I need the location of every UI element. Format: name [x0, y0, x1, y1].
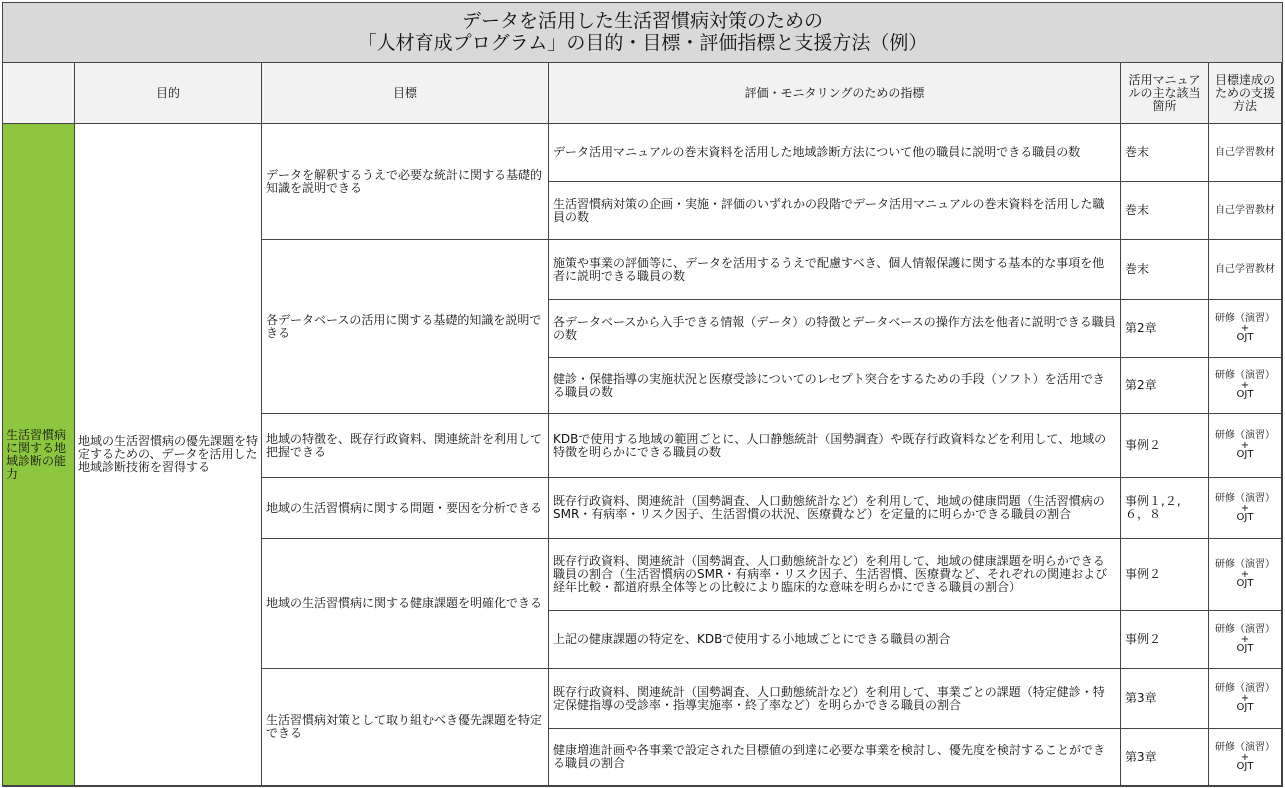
goal-text: 各データベースの活用に関する基礎的知識を説明できる — [266, 312, 542, 340]
indicator-cell — [549, 182, 1121, 240]
support-plus: + — [1240, 569, 1250, 580]
purpose-cell — [75, 124, 262, 786]
indicator-cell — [549, 300, 1121, 358]
indicator-cell — [549, 729, 1121, 786]
manual-text: 巻末 — [1125, 145, 1150, 159]
header-support: 目標達成のための支援方法 — [1209, 63, 1282, 124]
goal-text: 地域の生活習慣病に関する健康課題を明確化できる — [266, 596, 543, 610]
support-cell — [1209, 414, 1282, 478]
support-training: 研修（演習） — [1215, 313, 1275, 324]
purpose-text: 地域の生活習慣病の優先課題を特定するための、データを活用した地域診断技術を習得する — [78, 434, 259, 474]
manual-text: 第3章 — [1125, 691, 1157, 705]
manual-cell — [1121, 300, 1209, 358]
indicator-text: 施策や事業の評価等に、データを活用するうえで配慮すべき、個人情報保護に関する基本的な事項を他者に説明できる職員の数 — [553, 255, 1105, 283]
goal-cell — [262, 669, 549, 786]
support-training: 研修（演習） — [1215, 492, 1275, 504]
manual-text: 第2章 — [1125, 321, 1157, 335]
indicator-text: 健康増進計画や各事業で設定された目標値の到達に必要な事業を検討し、優先度を検討することができる職員の割合 — [553, 743, 1106, 770]
goal-text: 生活習慣病対策として取り組むべき優先課題を特定できる — [266, 713, 543, 740]
support-cell — [1209, 539, 1282, 611]
support-training: 研修（演習） — [1215, 559, 1275, 570]
goal-cell — [262, 124, 549, 240]
indicator-text: 上記の健康課題の特定を、KDBで使用する小地域ごとにできる職員の割合 — [553, 632, 951, 646]
indicator-cell — [549, 611, 1121, 669]
indicator-text: 既存行政資料、関連統計（国勢調査、人口動態統計など）を利用して、事業ごとの課題（特定健診・特定保健指導の受診率・指導実施率・終了率など）を明らかできる職員の割合 — [553, 684, 1105, 712]
support-plus: + — [1240, 751, 1250, 763]
support-training: 研修（演習） — [1215, 430, 1275, 441]
indicator-cell — [549, 414, 1121, 478]
table-title — [3, 3, 1282, 63]
manual-text: 巻末 — [1125, 262, 1150, 276]
indicator-text: KDBで使用する地域の範囲ごとに、人口静態統計（国勢調査）や既存行政資料などを利用して、地域の特徴を明らかにできる職員の数 — [553, 431, 1107, 459]
support-cell — [1209, 611, 1282, 669]
support-plus: + — [1240, 634, 1250, 645]
manual-text: 第3章 — [1125, 749, 1157, 764]
manual-text: 第2章 — [1125, 378, 1157, 392]
manual-cell — [1121, 240, 1209, 300]
support-cell — [1209, 478, 1282, 539]
header-goal: 目標 — [262, 63, 549, 124]
manual-cell — [1121, 124, 1209, 182]
support-ojt: OJT — [1236, 511, 1254, 523]
support-cell — [1209, 124, 1282, 182]
title-line-2: 「人材育成プログラム」の目的・目標・評価指標と支援方法（例） — [357, 32, 928, 54]
support-cell — [1209, 240, 1282, 300]
manual-cell — [1121, 414, 1209, 478]
support-plus: + — [1240, 380, 1250, 391]
header-purpose: 目的 — [75, 63, 262, 124]
manual-cell — [1121, 611, 1209, 669]
support-cell — [1209, 358, 1282, 414]
manual-text: 事例１,２,６，８ — [1125, 494, 1181, 521]
goal-text: 地域の生活習慣病に関する問題・要因を分析できる — [266, 500, 543, 515]
goal-text: 地域の特徴を、既存行政資料、関連統計を利用して把握できる — [266, 431, 543, 459]
support-cell — [1209, 729, 1282, 786]
support-cell — [1209, 300, 1282, 358]
manual-text: 事例２ — [1125, 567, 1162, 581]
manual-cell — [1121, 478, 1209, 539]
manual-text: 巻末 — [1125, 203, 1150, 217]
support-ojt: OJT — [1236, 389, 1254, 400]
manual-cell — [1121, 182, 1209, 240]
indicator-text: 生活習慣病対策の企画・実施・評価のいずれかの段階でデータ活用マニュアルの巻末資料を活用した職員の数 — [553, 196, 1105, 224]
support-ojt: OJT — [1236, 702, 1254, 713]
support-ojt: OJT — [1236, 332, 1254, 343]
indicator-cell — [549, 669, 1121, 729]
support-plus: + — [1240, 693, 1250, 704]
support-ojt: OJT — [1236, 643, 1254, 654]
support-ojt: OJT — [1236, 578, 1254, 589]
indicator-text: データ活用マニュアルの巻末資料を活用した地域診断方法について他の職員に説明できる職員の数 — [553, 145, 1081, 159]
support-ojt: OJT — [1236, 760, 1254, 772]
manual-cell — [1121, 729, 1209, 786]
support-plus: + — [1240, 440, 1250, 451]
manual-text: 事例２ — [1125, 438, 1162, 452]
indicator-text: 既存行政資料、関連統計（国勢調査、人口動態統計など）を利用して、地域の健康課題を明らかできる職員の割合（生活習慣病のSMR・有病率・リスク因子、生活習慣、医療費など、それぞれの関連および経年比較・都道府県全体等との比較により臨床的な意味を明らかにできる職員の割合） — [553, 554, 1108, 594]
goal-cell — [262, 240, 549, 414]
support-cell — [1209, 182, 1282, 240]
support-plus: + — [1240, 502, 1250, 514]
header-blank — [3, 63, 75, 124]
indicator-text: 既存行政資料、関連統計（国勢調査、人口動態統計など）を利用して、地域の健康問題（生活習慣病のSMR・有病率・リスク因子、生活習慣の状況、医療費など）を定量的に明らかできる職員の割合 — [553, 494, 1105, 521]
goal-cell — [262, 539, 549, 669]
category-label: 生活習慣病に関する地域診断の能力 — [6, 427, 67, 481]
support-training: 研修（演習） — [1215, 741, 1275, 753]
support-text: 自己学習教材 — [1215, 205, 1275, 216]
indicator-cell — [549, 358, 1121, 414]
manual-text: 事例２ — [1125, 632, 1162, 646]
support-cell — [1209, 669, 1282, 729]
header-indicator: 評価・モニタリングのための指標 — [549, 63, 1121, 124]
indicator-cell — [549, 478, 1121, 539]
goal-cell — [262, 414, 549, 478]
support-ojt: OJT — [1236, 449, 1254, 460]
manual-cell — [1121, 358, 1209, 414]
indicator-text: 健診・保健指導の実施状況と医療受診についてのレセプト突合をするための手段（ソフト）を活用できる職員の数 — [553, 371, 1105, 399]
support-plus: + — [1240, 323, 1250, 334]
program-table — [2, 2, 1283, 787]
category-cell — [3, 124, 75, 786]
goal-cell — [262, 478, 549, 539]
support-training: 研修（演習） — [1215, 683, 1275, 694]
manual-cell — [1121, 539, 1209, 611]
indicator-cell — [549, 240, 1121, 300]
support-text: 自己学習教材 — [1215, 264, 1275, 275]
goal-text: データを解釈するうえで必要な統計に関する基礎的知識を説明できる — [266, 167, 543, 195]
support-training: 研修（演習） — [1215, 370, 1275, 381]
manual-cell — [1121, 669, 1209, 729]
support-text: 自己学習教材 — [1215, 147, 1275, 158]
indicator-cell — [549, 124, 1121, 182]
title-line-1: データを活用した生活習慣病対策のための — [461, 10, 823, 32]
indicator-text: 各データベースから入手できる情報（データ）の特徴とデータベースの操作方法を他者に説明できる職員の数 — [553, 314, 1116, 342]
indicator-cell — [549, 539, 1121, 611]
header-manual: 活用マニュアルの主な該当箇所 — [1121, 63, 1209, 124]
support-training: 研修（演習） — [1215, 624, 1275, 635]
